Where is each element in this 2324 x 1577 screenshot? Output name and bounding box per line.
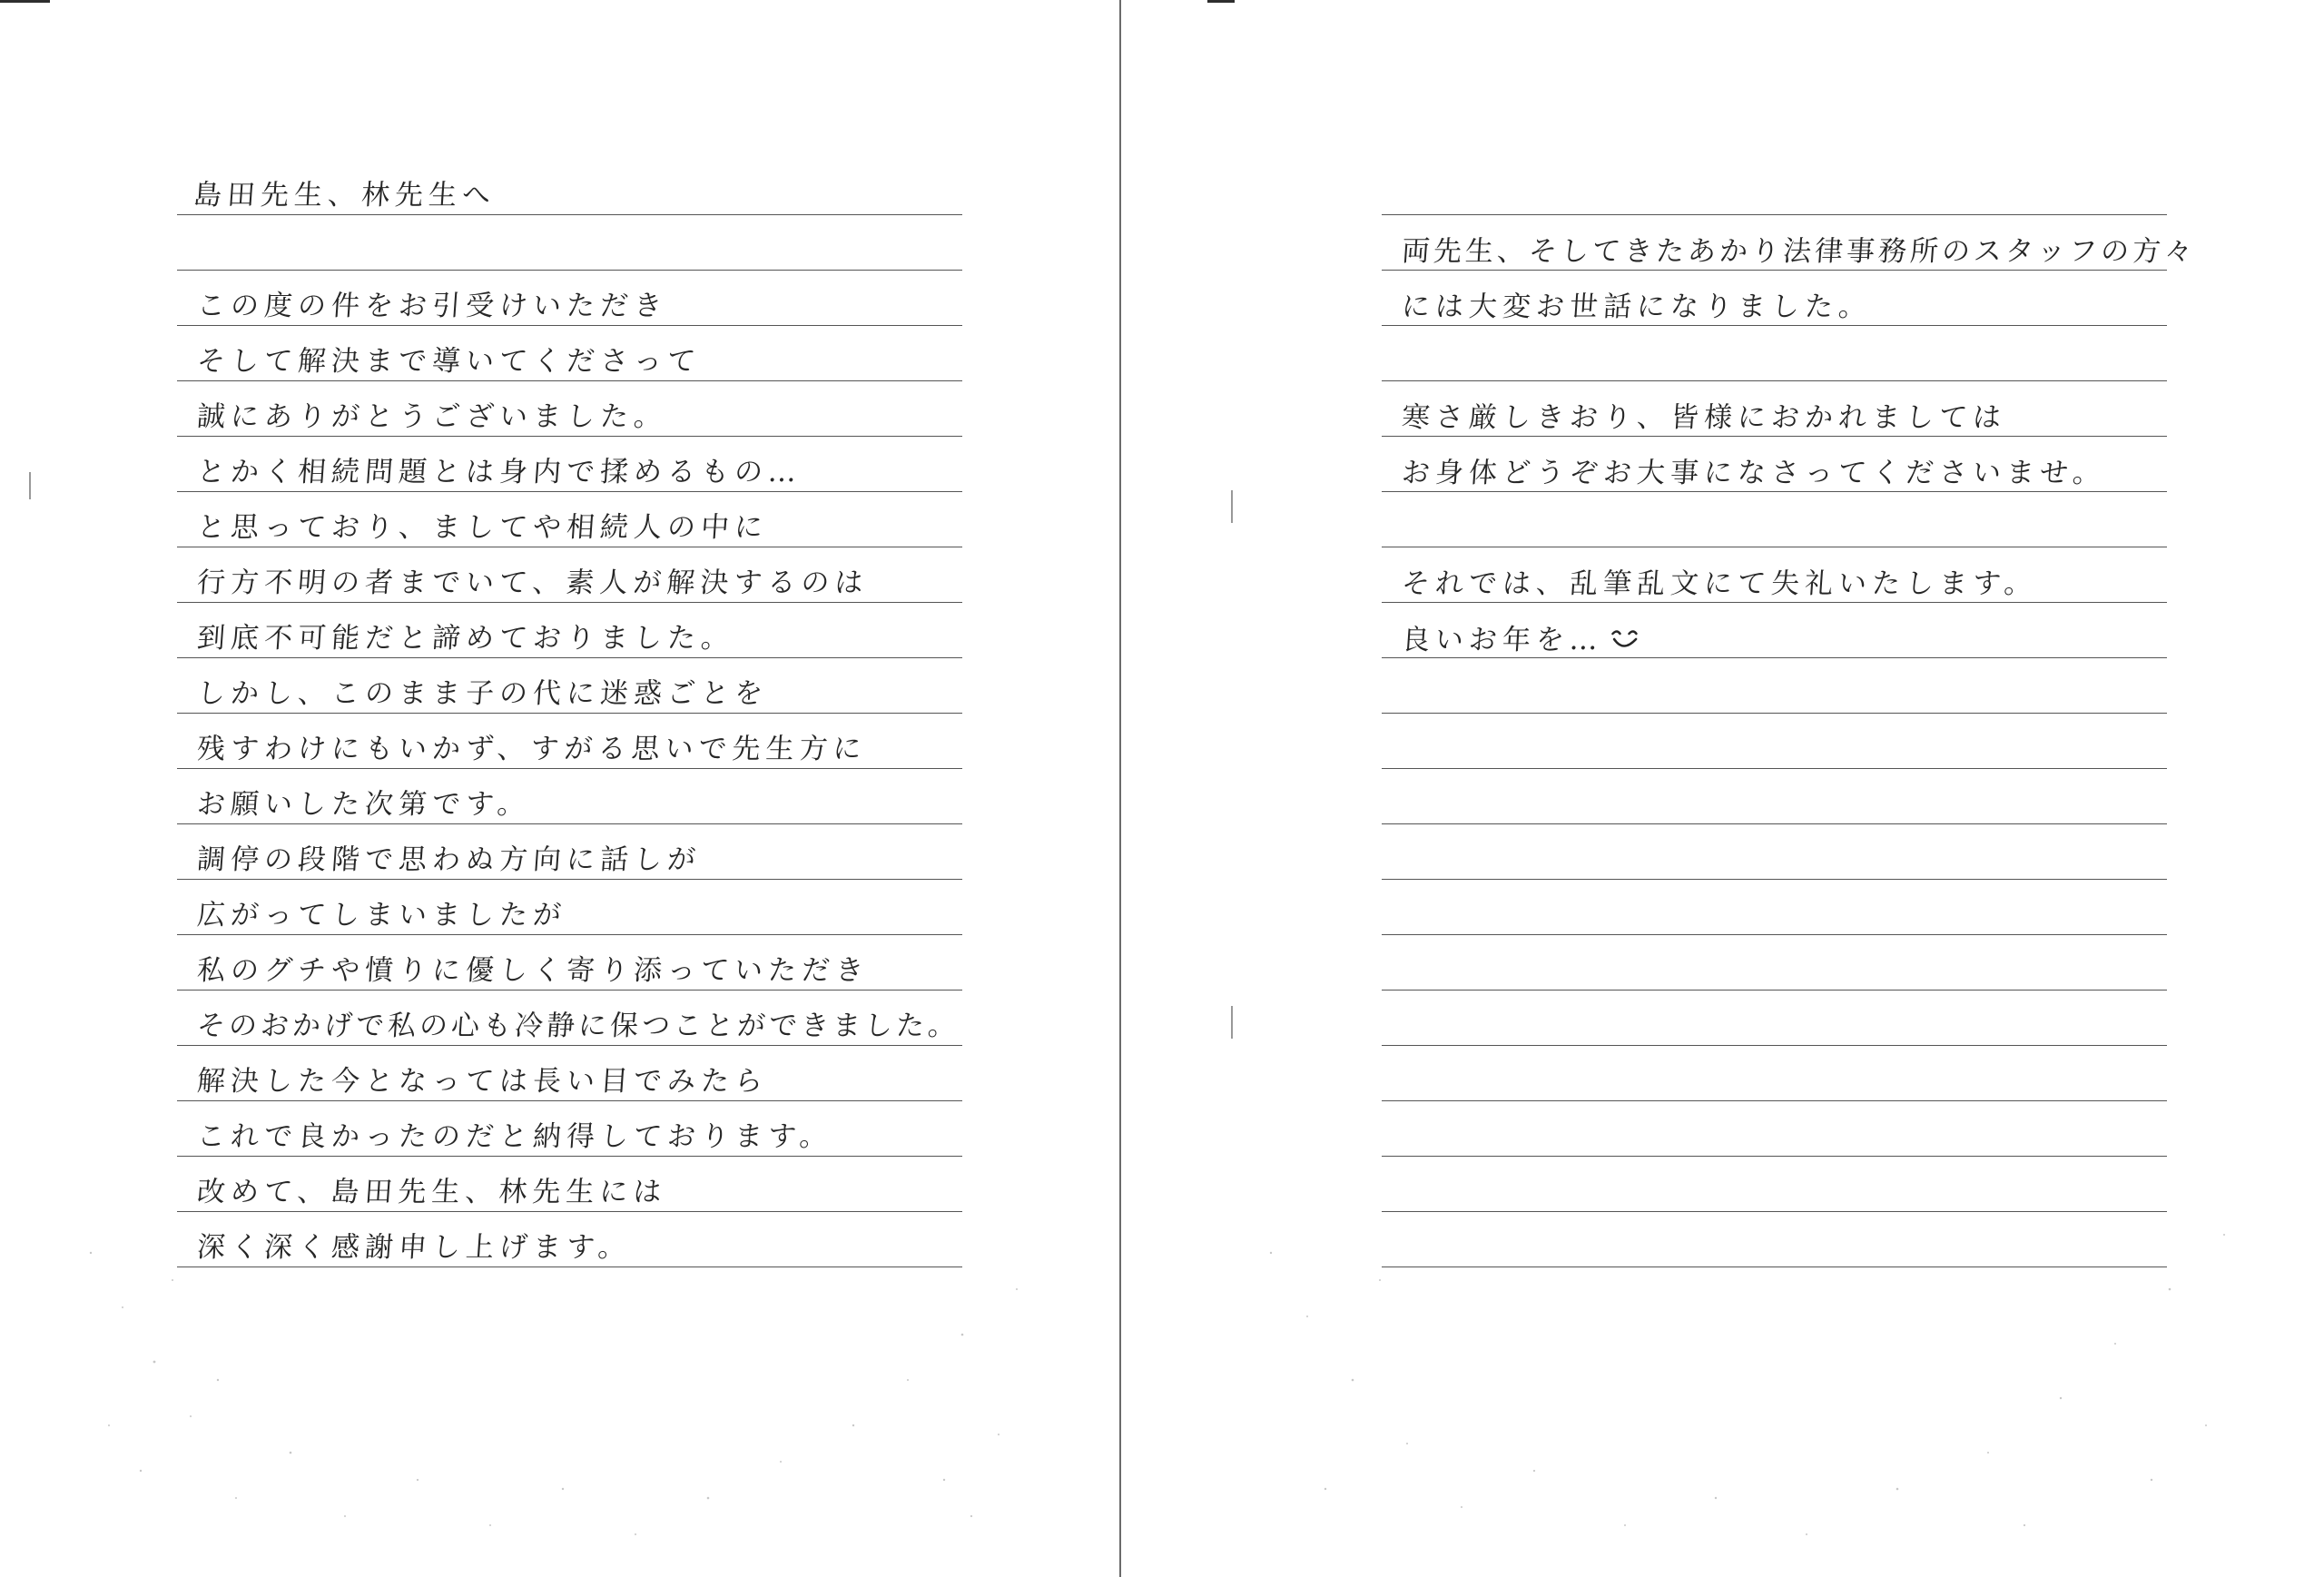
letter-line: それでは、乱筆乱文にて失礼いたします。 (1400, 567, 2039, 600)
ruled-line (1382, 491, 2167, 492)
letter-line: 誠にありがとうございました。 (195, 400, 669, 433)
letter-line: 深く深く感謝申し上げます。 (195, 1231, 633, 1264)
scan-noise (54, 1198, 1080, 1562)
ruled-line (1382, 214, 2167, 215)
ruled-line (1382, 602, 2167, 603)
letter-line: 行方不明の者までいて、素人が解決するのは (195, 567, 870, 599)
scan-mark (1231, 490, 1233, 523)
ruled-line (177, 657, 962, 658)
closing-text: 良いお年を… (1400, 624, 1605, 656)
scan-mark (1231, 1006, 1233, 1039)
ruled-line (177, 380, 962, 381)
ruled-line (177, 934, 962, 935)
letter-line: 残すわけにもいかず、すがる思いで先生方に (195, 733, 868, 765)
ruled-line (177, 436, 962, 437)
closing-line (1401, 626, 1642, 655)
ruled-line (1382, 436, 2167, 437)
ruled-line (1382, 879, 2167, 880)
ruled-line (1382, 657, 2167, 658)
ruled-line (1382, 1156, 2167, 1157)
letter-line: 寒さ厳しきおり、皆様におかれましては (1400, 401, 2008, 434)
ruled-line (1382, 990, 2167, 991)
crop-mark (0, 0, 50, 3)
ruled-line (1382, 713, 2167, 714)
scan-mark (29, 472, 31, 499)
letter-line: 到底不可能だと諦めておりました。 (195, 622, 736, 655)
letter-line: 改めて、島田先生、林先生には (195, 1176, 668, 1208)
letter-line: 調停の段階で思わぬ方向に話しが (195, 843, 703, 876)
ruled-line (177, 713, 962, 714)
letter-line: お願いした次第です。 (195, 788, 532, 821)
letter-line: 広がってしまいましたが (195, 899, 568, 931)
ruled-line (1382, 934, 2167, 935)
letter-line: お身体どうぞお大事になさってくださいませ。 (1400, 457, 2108, 489)
page-fold (1119, 0, 1121, 1577)
ruled-line (1382, 325, 2167, 326)
ruled-line (177, 879, 962, 880)
letter-line: と思っており、ましてや相続人の中に (195, 511, 770, 544)
smiley-face-icon (1608, 626, 1642, 653)
ruled-line (177, 602, 962, 603)
ruled-line (177, 1100, 962, 1101)
ruled-line (177, 1156, 962, 1157)
letter-line: 解決した今となっては長い目でみたら (195, 1065, 770, 1098)
letter-line: この度の件をお引受けいただき (195, 290, 669, 322)
letter-line: 私のグチや憤りに優しく寄り添っていただき (195, 954, 871, 987)
scan-noise (1244, 1180, 2288, 1562)
letter-line: そして解決まで導いてくださって (195, 345, 703, 378)
salutation: 島田先生、林先生へ (192, 179, 497, 212)
crop-mark (1207, 0, 1235, 3)
ruled-line (1382, 1100, 2167, 1101)
ruled-line (1382, 270, 2167, 271)
letter-line: とかく相続問題とは身内で揉めるもの… (195, 456, 803, 488)
ruled-line (1382, 380, 2167, 381)
letter-line: しかし、このまま子の代に迷惑ごとを (195, 677, 770, 710)
ruled-line (177, 270, 962, 271)
letter-line: 両先生、そしてきたあかり法律事務所のスタッフの方々 (1400, 235, 2198, 268)
ruled-line (1382, 823, 2167, 824)
ruled-line (177, 214, 962, 215)
ruled-line (1382, 768, 2167, 769)
ruled-line (177, 990, 962, 991)
ruled-line (177, 768, 962, 769)
ruled-line (177, 823, 962, 824)
ruled-line (177, 1045, 962, 1046)
ruled-line (177, 325, 962, 326)
letter-line: これで良かったのだと納得しております。 (195, 1120, 834, 1153)
ruled-line (177, 491, 962, 492)
letter-line: そのおかげで私の心も冷静に保つことができました。 (195, 1010, 961, 1042)
ruled-line (1382, 1045, 2167, 1046)
letter-line: には大変お世話になりました。 (1400, 291, 1874, 323)
